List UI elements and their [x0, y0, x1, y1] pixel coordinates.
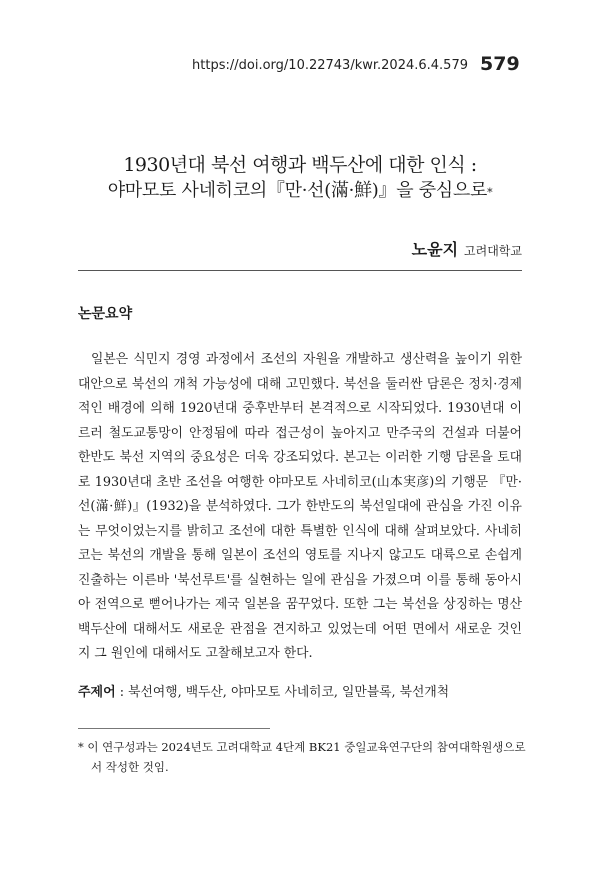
abstract-body: 일본은 식민지 경영 과정에서 조선의 자원을 개발하고 생산력을 높이기 위한 대안으로 북선의 개척 가능성에 대해 고민했다. 북선을 둘러싼 담론은 정치·경제적인 배경에 의해 1920년대 중후반부터 본격적으로 시작되었다. 1930년대 이르러 철도교통망이 안정됨에 따라 접근성이 높아지고 만주국의 건설과 더불어 한반도 북선 지역의 중요성은 더욱 강조되었다. 본고는 이러한 기행 담론을 토대로 1930년대 초반 조선을 여행한 야마모토 사네히코(山本実彦)의 기행문 『만·선(滿·鮮)』(1932)을 분석하였다. 그가 한반도의 북선일대에 관심을 가진 이유는 무엇이었는지를 밝히고 조선에 대한 특별한 인식에 대해 살펴보았다. 사네히코는 북선의 개발을 통해 일본이 조선의 영토를 지나지 않고도 대륙으로 손쉽게 진출하는 이른바 '북선루트'를 실현하는 일에 관심을 가졌으며 이를 통해 동아시아 전역으로 뻗어나가는 제국 일본을 꿈꾸었다. 또한 그는 북선을 상징하는 명산 백두산에 대해서도 새로운 관점을 견지하고 있었는데 어떤 면에서 새로운 것인지 그 원인에 대해서도 고찰해보고자 한다. [78, 352, 522, 661]
paper-subtitle-text: 야마모토 사네히코의『만·선(滿·鮮)』을 중심으로 [107, 180, 488, 201]
author-affiliation: 고려대학교 [464, 244, 522, 258]
page-number: 579 [480, 53, 520, 75]
paper-title: 1930년대 북선 여행과 백두산에 대한 인식 : [123, 154, 477, 176]
keywords-label: 주제어 [78, 685, 116, 700]
title-divider [78, 270, 522, 271]
author-block [412, 237, 522, 260]
keywords-separator: : [115, 685, 129, 700]
paper-subtitle [0, 176, 600, 202]
footnote: * 이 연구성과는 2024년도 고려대학교 4단계 BK21 중일교육연구단의 참여대학원생으로서 작성한 것임. [78, 740, 526, 774]
doi-link[interactable]: https://doi.org/10.22743/kwr.2024.6.4.579 [192, 58, 468, 73]
author-name: 노윤지 [411, 240, 459, 259]
title-footnote-mark: * [487, 186, 493, 199]
footnote-divider [78, 728, 270, 729]
keywords-text: 북선여행, 백두산, 야마모토 사네히코, 일만블록, 북선개척 [128, 685, 450, 700]
keywords-line [78, 681, 522, 700]
abstract-heading: 논문요약 [78, 306, 133, 322]
